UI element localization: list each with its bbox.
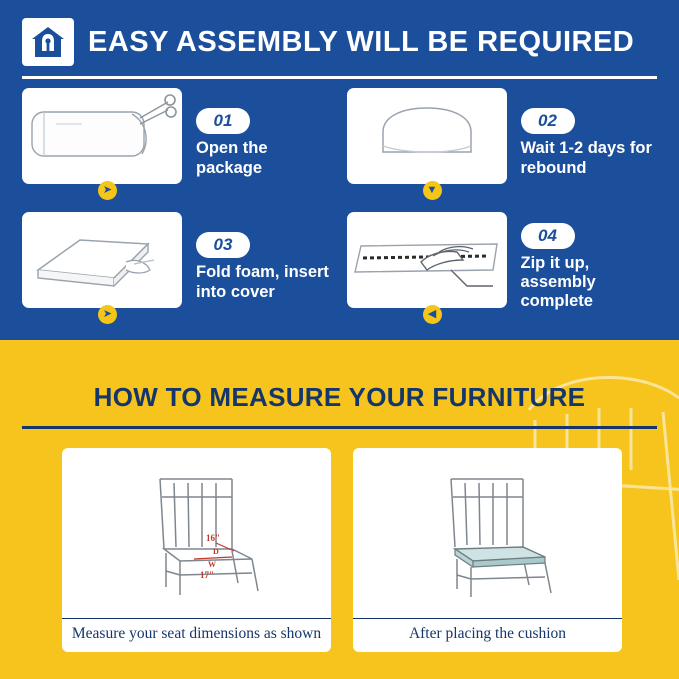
fold-foam-into-cover-icon — [22, 212, 182, 308]
step-item — [347, 88, 658, 198]
measure-caption: Measure your seat dimensions as shown — [62, 618, 331, 652]
foam-cushion-icon — [347, 88, 507, 184]
svg-text:D: D — [212, 547, 219, 557]
page-title: EASY ASSEMBLY WILL BE REQUIRED — [88, 25, 635, 58]
svg-text:W: W — [207, 560, 216, 570]
chair-with-cushion-icon — [353, 448, 622, 618]
step-label: Open the package — [196, 139, 268, 177]
step-label: Wait 1-2 days for rebound — [520, 139, 652, 177]
step-text — [507, 88, 658, 198]
package-with-scissors-icon — [22, 88, 182, 184]
measure-divider — [22, 426, 657, 429]
chair-with-measurements-icon — [62, 448, 331, 618]
measure-section — [0, 340, 679, 679]
step-number: 02 — [521, 108, 575, 134]
step-label: Zip it up, assembly complete — [520, 253, 596, 311]
measure-cards — [62, 448, 622, 652]
step-item — [347, 212, 658, 322]
step-item — [22, 88, 333, 198]
svg-text:17": 17" — [199, 570, 214, 581]
arrow-left-icon: ◀ — [423, 305, 442, 324]
house-logo-icon — [22, 18, 74, 66]
step-text — [182, 88, 333, 198]
step-text — [507, 212, 658, 322]
hand-zipping-cushion-icon — [347, 212, 507, 308]
step-number: 01 — [196, 108, 250, 134]
step-number: 04 — [521, 223, 575, 249]
arrow-down-icon: ▼ — [423, 181, 442, 200]
step-number: 03 — [196, 232, 250, 258]
assembly-steps — [22, 88, 657, 322]
header-divider — [22, 76, 657, 79]
measure-card — [353, 448, 622, 652]
step-item — [22, 212, 333, 322]
measure-title: HOW TO MEASURE YOUR FURNITURE — [93, 382, 586, 412]
measure-caption: After placing the cushion — [353, 618, 622, 652]
assembly-header — [22, 16, 657, 68]
step-label: Fold foam, insert into cover — [196, 263, 329, 301]
arrow-right-icon: ➤ — [98, 305, 117, 324]
svg-text:16": 16" — [205, 533, 220, 544]
step-text — [182, 212, 333, 322]
arrow-right-icon: ➤ — [98, 181, 117, 200]
measure-card — [62, 448, 331, 652]
